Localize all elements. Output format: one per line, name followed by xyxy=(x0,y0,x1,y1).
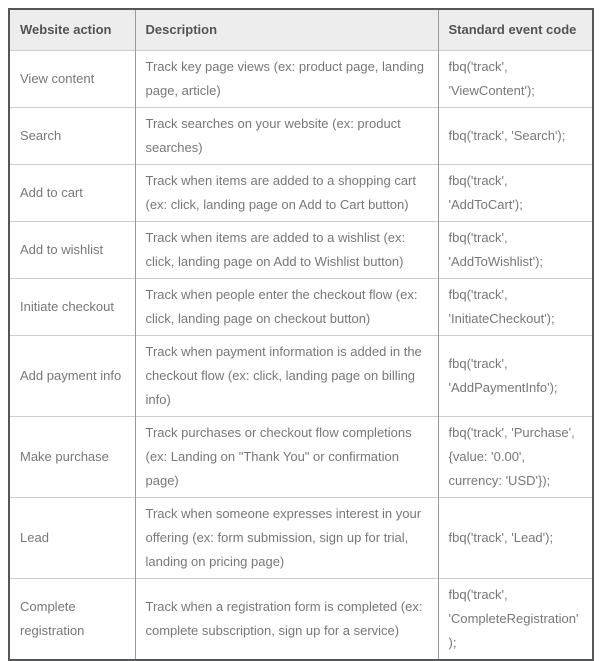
table-row xyxy=(9,165,593,222)
header-row xyxy=(9,9,593,51)
cell-action: Complete registration xyxy=(9,579,135,661)
cell-code: fbq('track', 'AddToCart'); xyxy=(438,165,593,222)
cell-code: fbq('track', 'InitiateCheckout'); xyxy=(438,279,593,336)
standard-events-table xyxy=(8,8,594,661)
table-row xyxy=(9,108,593,165)
table-row xyxy=(9,579,593,661)
cell-code: fbq('track', 'Purchase', {value: '0.00', currency: 'USD'}); xyxy=(438,417,593,498)
table-body xyxy=(9,51,593,661)
cell-action: Initiate checkout xyxy=(9,279,135,336)
cell-description: Track when payment information is added in the checkout flow (ex: click, landing page on billing info) xyxy=(135,336,438,417)
cell-code: fbq('track', 'Lead'); xyxy=(438,498,593,579)
header-standard-event-code: Standard event code xyxy=(438,9,593,51)
cell-code: fbq('track', 'AddToWishlist'); xyxy=(438,222,593,279)
table-row xyxy=(9,51,593,108)
cell-code: fbq('track', 'AddPaymentInfo'); xyxy=(438,336,593,417)
table-row xyxy=(9,222,593,279)
cell-action: Add payment info xyxy=(9,336,135,417)
cell-action: Lead xyxy=(9,498,135,579)
cell-code: fbq('track', 'Search'); xyxy=(438,108,593,165)
cell-description: Track when a registration form is completed (ex: complete subscription, sign up for a service) xyxy=(135,579,438,661)
table-row xyxy=(9,279,593,336)
cell-description: Track when people enter the checkout flow (ex: click, landing page on checkout button) xyxy=(135,279,438,336)
cell-action: Search xyxy=(9,108,135,165)
table-header xyxy=(9,9,593,51)
table-row xyxy=(9,417,593,498)
cell-code: fbq('track', 'CompleteRegistration'); xyxy=(438,579,593,661)
cell-action: Add to cart xyxy=(9,165,135,222)
cell-action: View content xyxy=(9,51,135,108)
cell-description: Track key page views (ex: product page, landing page, article) xyxy=(135,51,438,108)
cell-code: fbq('track', 'ViewContent'); xyxy=(438,51,593,108)
cell-description: Track searches on your website (ex: product searches) xyxy=(135,108,438,165)
cell-description: Track when items are added to a shopping cart (ex: click, landing page on Add to Cart button) xyxy=(135,165,438,222)
table-row xyxy=(9,336,593,417)
cell-action: Add to wishlist xyxy=(9,222,135,279)
cell-description: Track purchases or checkout flow completions (ex: Landing on "Thank You" or confirmation page) xyxy=(135,417,438,498)
cell-description: Track when items are added to a wishlist (ex: click, landing page on Add to Wishlist button) xyxy=(135,222,438,279)
cell-action: Make purchase xyxy=(9,417,135,498)
header-description: Description xyxy=(135,9,438,51)
table-row xyxy=(9,498,593,579)
header-website-action: Website action xyxy=(9,9,135,51)
cell-description: Track when someone expresses interest in your offering (ex: form submission, sign up for trial, landing on pricing page) xyxy=(135,498,438,579)
